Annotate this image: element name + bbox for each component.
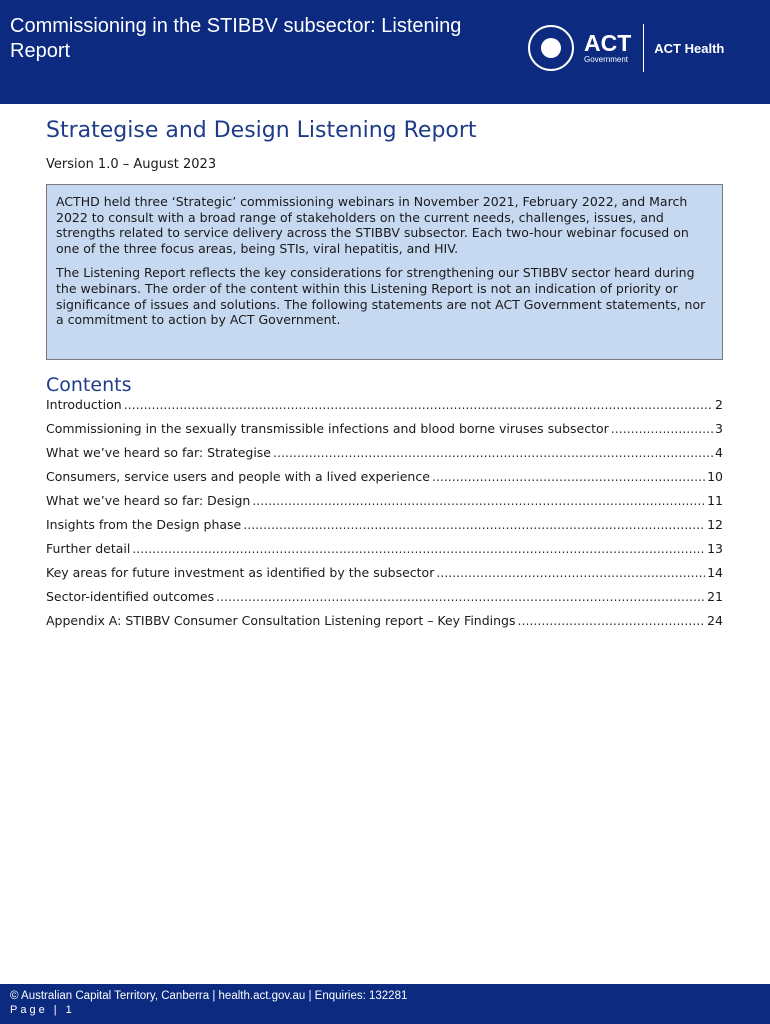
toc-entry-page[interactable]: 11 (707, 493, 723, 508)
toc-entry-page[interactable]: 14 (707, 565, 723, 580)
toc-entry[interactable] (46, 613, 723, 637)
toc-entry[interactable] (46, 445, 723, 469)
act-government-logo (528, 22, 724, 74)
toc-entry[interactable] (46, 493, 723, 517)
callout-paragraph: The Listening Report reflects the key considerations for strengthening our STIBBV sector heard during the webinars. The order of the content within this Listening Report is not an indication of priority or significance of issues and solutions. The following statements are not ACT Government statements, nor a commitment to action by ACT Government. (56, 265, 706, 328)
toc-leader (243, 517, 705, 532)
header-title: Commissioning in the STIBBV subsector: Listening Report (10, 15, 462, 62)
toc-entry[interactable] (46, 517, 723, 541)
table-of-contents (46, 397, 723, 637)
toc-leader (273, 445, 713, 460)
act-wordmark (584, 31, 631, 65)
footer-page-number: Page | 1 (10, 1004, 75, 1016)
toc-leader (124, 397, 713, 412)
toc-entry-label[interactable]: What we’ve heard so far: Strategise (46, 445, 271, 460)
toc-entry-label[interactable]: Commissioning in the sexually transmissible infections and blood borne viruses subsector (46, 421, 609, 436)
toc-entry[interactable] (46, 469, 723, 493)
toc-entry-label[interactable]: Appendix A: STIBBV Consumer Consultation Listening report – Key Findings (46, 613, 516, 628)
logo-government-text: Government (584, 55, 629, 64)
toc-entry-label[interactable]: Insights from the Design phase (46, 517, 242, 532)
callout-paragraph: ACTHD held three ‘Strategic’ commissioning webinars in November 2021, February 2022, and March 2022 to consult with a broad range of stakeholders on the current needs, challenges, issues, and strengths related to service delivery across the STIBBV subsector. Each two-hour webinar focused on one of the three focus areas, being STIs, viral hepatitis, and HIV. (56, 194, 689, 256)
toc-leader (611, 421, 713, 436)
page-header (0, 0, 770, 104)
toc-entry[interactable] (46, 421, 723, 445)
toc-entry-page[interactable]: 4 (715, 445, 723, 460)
footer-text: © Australian Capital Territory, Canberra | health.act.gov.au | Enquiries: 132281 (10, 990, 408, 1002)
toc-entry-label[interactable]: Sector-identified outcomes (46, 589, 215, 604)
toc-entry-label[interactable]: Introduction (46, 397, 122, 412)
toc-entry[interactable] (46, 397, 723, 421)
logo-divider (643, 24, 644, 72)
act-crest-icon (528, 25, 574, 71)
page-footer (0, 984, 770, 1024)
toc-leader (436, 565, 705, 580)
logo-act-text: ACT (584, 30, 632, 56)
toc-entry[interactable] (46, 565, 723, 589)
toc-leader (132, 541, 705, 556)
toc-entry-label[interactable]: What we’ve heard so far: Design (46, 493, 251, 508)
toc-entry-page[interactable]: 21 (707, 589, 723, 604)
toc-entry-page[interactable]: 10 (707, 469, 723, 484)
toc-entry-page[interactable]: 24 (707, 613, 723, 628)
document-version: Version 1.0 – August 2023 (46, 157, 217, 172)
toc-entry-label[interactable]: Further detail (46, 541, 131, 556)
toc-entry-page[interactable]: 3 (715, 421, 723, 436)
contents-heading: Contents (46, 374, 132, 396)
toc-entry[interactable] (46, 589, 723, 613)
document-title: Strategise and Design Listening Report (46, 118, 477, 143)
toc-entry-label[interactable]: Key areas for future investment as identified by the subsector (46, 565, 435, 580)
toc-leader (216, 589, 705, 604)
logo-health-text: ACT Health (654, 40, 725, 56)
toc-entry-page[interactable]: 13 (707, 541, 723, 556)
toc-entry-label[interactable]: Consumers, service users and people with a lived experience (46, 469, 430, 484)
toc-entry-page[interactable]: 12 (707, 517, 723, 532)
toc-entry[interactable] (46, 541, 723, 565)
toc-leader (432, 469, 705, 484)
toc-leader (252, 493, 705, 508)
toc-leader (518, 613, 706, 628)
toc-entry-page[interactable]: 2 (715, 397, 723, 412)
summary-callout (46, 184, 723, 360)
